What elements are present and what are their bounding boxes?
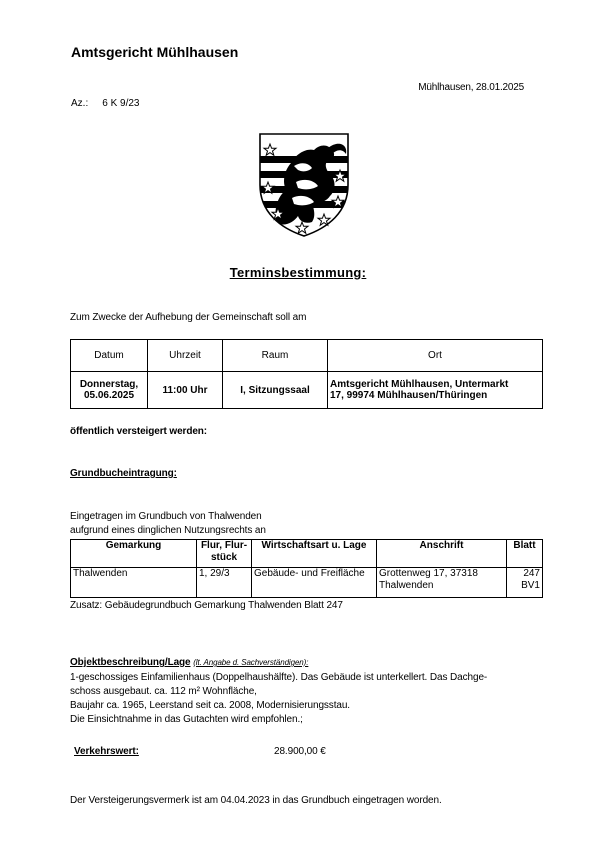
header-anschrift: Anschrift	[377, 540, 507, 568]
file-number	[71, 98, 140, 109]
thuringia-coat-of-arms	[254, 130, 354, 240]
header-time: Uhrzeit	[148, 340, 223, 372]
object-heading-note: (lt. Angabe d. Sachverständigen):	[193, 658, 309, 667]
market-value-label: Verkehrswert:	[74, 746, 139, 757]
register-header-row	[71, 540, 543, 568]
intro-text: Zum Zwecke der Aufhebung der Gemeinschaft soll am	[70, 312, 307, 323]
cell-blatt-line1: 247	[523, 568, 540, 579]
header-date: Datum	[71, 340, 148, 372]
market-value-amount: 28.900,00 €	[274, 746, 326, 757]
cell-anschrift	[377, 568, 507, 598]
auction-place-line1: Amtsgericht Mühlhausen, Untermarkt	[330, 379, 509, 390]
object-line-1: 1-geschossiges Einfamilienhaus (Doppelhaushälfte). Das Gebäude ist unterkellert. Das Dachge-	[70, 672, 488, 683]
object-heading: Objektbeschreibung/Lage	[70, 657, 191, 668]
file-number-label: Az.:	[71, 98, 89, 109]
place-date: Mühlhausen, 28.01.2025	[418, 82, 524, 93]
cell-anschrift-line2: Thalwenden	[379, 580, 434, 591]
object-heading-line	[70, 657, 308, 668]
register-addendum: Zusatz: Gebäudegrundbuch Gemarkung Thalwenden Blatt 247	[70, 600, 343, 611]
land-register-table	[70, 539, 543, 598]
cell-wirtschaftsart: Gebäude- und Freifläche	[252, 568, 377, 598]
header-room: Raum	[223, 340, 328, 372]
register-line-2: aufgrund eines dinglichen Nutzungsrechts an	[70, 525, 266, 536]
object-line-3: Baujahr ca. 1965, Leerstand seit ca. 2008, Modernisierungsstau.	[70, 700, 350, 711]
header-place: Ort	[328, 340, 543, 372]
auction-room: I, Sitzungssaal	[223, 372, 328, 409]
header-flur-line2: stück	[210, 552, 238, 563]
schedule-data-row	[71, 372, 543, 409]
header-blatt: Blatt	[507, 540, 543, 568]
auction-statement: öffentlich versteigert werden:	[70, 426, 208, 437]
schedule-header-row	[71, 340, 543, 372]
header-flur-line1: Flur, Flur-	[200, 540, 248, 551]
header-gemarkung: Gemarkung	[71, 540, 197, 568]
cell-blatt	[507, 568, 543, 598]
auction-weekday: Donnerstag,	[79, 379, 139, 390]
auction-place	[328, 372, 543, 409]
auction-time: 11:00 Uhr	[148, 372, 223, 409]
cell-flur: 1, 29/3	[197, 568, 252, 598]
header-wirtschaftsart: Wirtschaftsart u. Lage	[252, 540, 377, 568]
register-line-1: Eingetragen im Grundbuch von Thalwenden	[70, 511, 262, 522]
header-flur	[197, 540, 252, 568]
land-register-heading: Grundbucheintragung:	[70, 468, 177, 479]
register-data-row	[71, 568, 543, 598]
object-line-4: Die Einsichtnahme in das Gutachten wird empfohlen.;	[70, 714, 303, 725]
court-name: Amtsgericht Mühlhausen	[71, 44, 239, 60]
auction-schedule-table	[70, 339, 543, 409]
auction-date	[71, 372, 148, 409]
document-title: Terminsbestimmung:	[229, 265, 367, 280]
cell-anschrift-line1: Grottenweg 17, 37318	[379, 568, 478, 579]
object-line-2: schoss ausgebaut. ca. 112 m² Wohnfläche,	[70, 686, 257, 697]
footer-note: Der Versteigerungsvermerk ist am 04.04.2023 in das Grundbuch eingetragen worden.	[70, 795, 442, 806]
file-number-value: 6 K 9/23	[102, 98, 140, 109]
cell-blatt-line2: BV1	[521, 580, 540, 591]
cell-gemarkung: Thalwenden	[71, 568, 197, 598]
auction-date-value: 05.06.2025	[83, 390, 135, 401]
auction-place-line2: 17, 99974 Mühlhausen/Thüringen	[330, 390, 488, 401]
